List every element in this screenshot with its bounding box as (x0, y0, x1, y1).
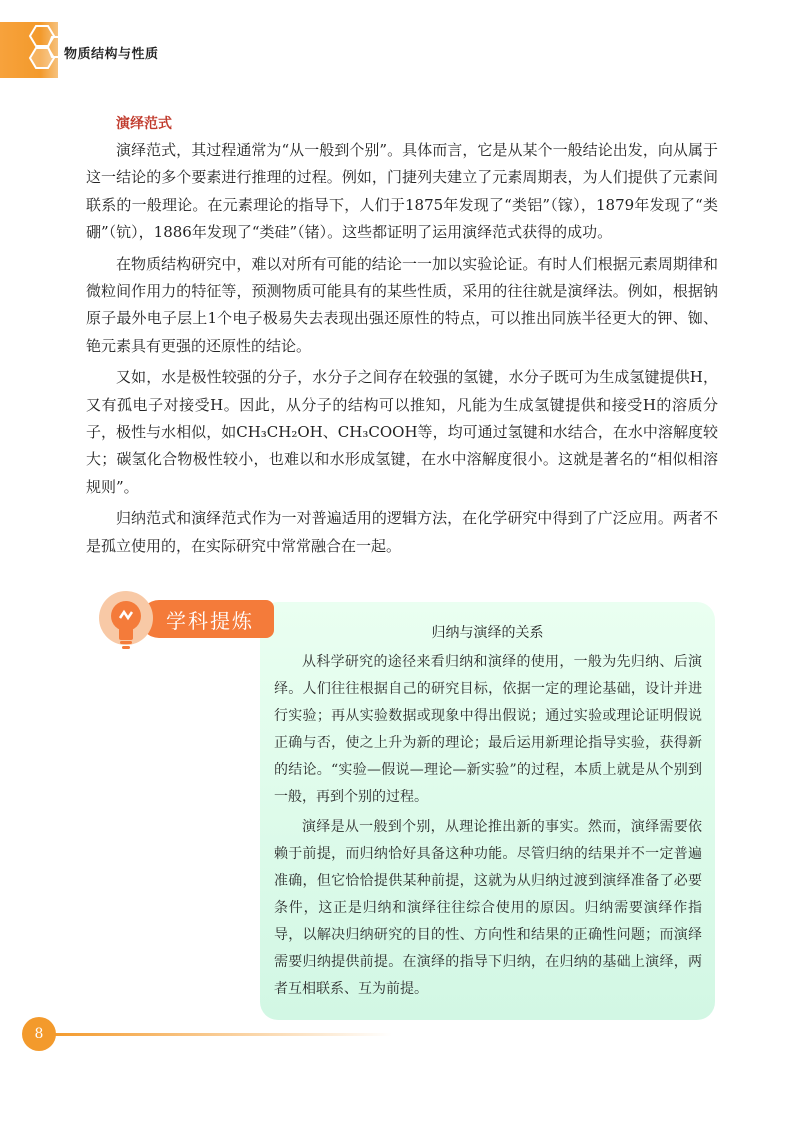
section-title: 演绎范式 (116, 116, 172, 132)
hexagon-logo-icon (20, 24, 68, 76)
section-body (86, 137, 718, 560)
feature-body (274, 649, 702, 1003)
footer-line (52, 1033, 392, 1036)
lightbulb-icon (98, 590, 158, 660)
paragraph: 归纳范式和演绎范式作为一对普遍适用的逻辑方法，在化学研究中得到了广泛应用。两者不是孤立使用的，在实际研究中常常融合在一起。 (86, 509, 718, 555)
feature-tag-label: 学科提炼 (166, 609, 254, 633)
feature-paragraph: 从科学研究的途径来看归纳和演绎的使用，一般为先归纳、后演绎。人们往往根据自己的研究目标，依据一定的理论基础，设计并进行实验；再从实验数据或现象中得出假说；通过实验或理论证明假说正确与否，使之上升为新的理论；最后运用新理论指导实验，获得新的结论。“实验—假说—理论—新实验”的过程，本质上就是从个别到一般，再到个别的过程。 (274, 654, 702, 805)
feature-paragraph: 演绎是从一般到个别，从理论推出新的事实。然而，演绎需要依赖于前提，而归纳恰好具备这种功能。尽管归纳的结果并不一定普遍准确，但它恰恰提供某种前提，这就为从归纳过渡到演绎准备了必要条件，这正是归纳和演绎往往综合使用的原因。归纳需要演绎作指导，以解决归纳研究的目的性、方向性和结果的正确性问题；而演绎需要归纳提供前提。在演绎的指导下归纳，在归纳的基础上演绎，两者互相联系、互为前提。 (274, 819, 702, 997)
feature-title: 归纳与演绎的关系 (431, 625, 544, 641)
paragraph: 在物质结构研究中，难以对所有可能的结论一一加以实验论证。有时人们根据元素周期律和微粒间作用力的特征等，预测物质可能具有的某些性质，采用的往往就是演绎法。例如，根据钠原子最外电子层上1个电子极易失去表现出强还原性的特点，可以推出同族半径更大的钾、铷、铯元素具有更强的还原性的结论。 (86, 254, 718, 355)
page-number: 8 (34, 1026, 44, 1042)
paragraph: 又如，水是极性较强的分子，水分子之间存在较强的氢键，水分子既可为生成氢键提供H，又有孤电子对接受H。因此，从分子的结构可以推知，凡能为生成氢键提供和接受H的溶质分子，极性与水相似，如CH₃CH₂OH、CH₃COOH等，均可通过氢键和水结合，在水中溶解度较大；碳氢化合物极性较小，也难以和水形成氢键，在水中溶解度很小。这就是著名的“相似相溶规则”。 (86, 368, 718, 496)
paragraph: 演绎范式，其过程通常为“从一般到个别”。具体而言，它是从某个一般结论出发，向从属于这一结论的多个要素进行推理的过程。例如，门捷列夫建立了元素周期表，为人们提供了元素间联系的一般理论。在元素理论的指导下，人们于1875年发现了“类铝”（镓），1879年发现了“类硼”（钪），1886年发现了“类硅”（锗）。这些都证明了运用演绎范式获得的成功。 (86, 141, 718, 242)
header-title: 物质结构与性质 (64, 47, 159, 62)
